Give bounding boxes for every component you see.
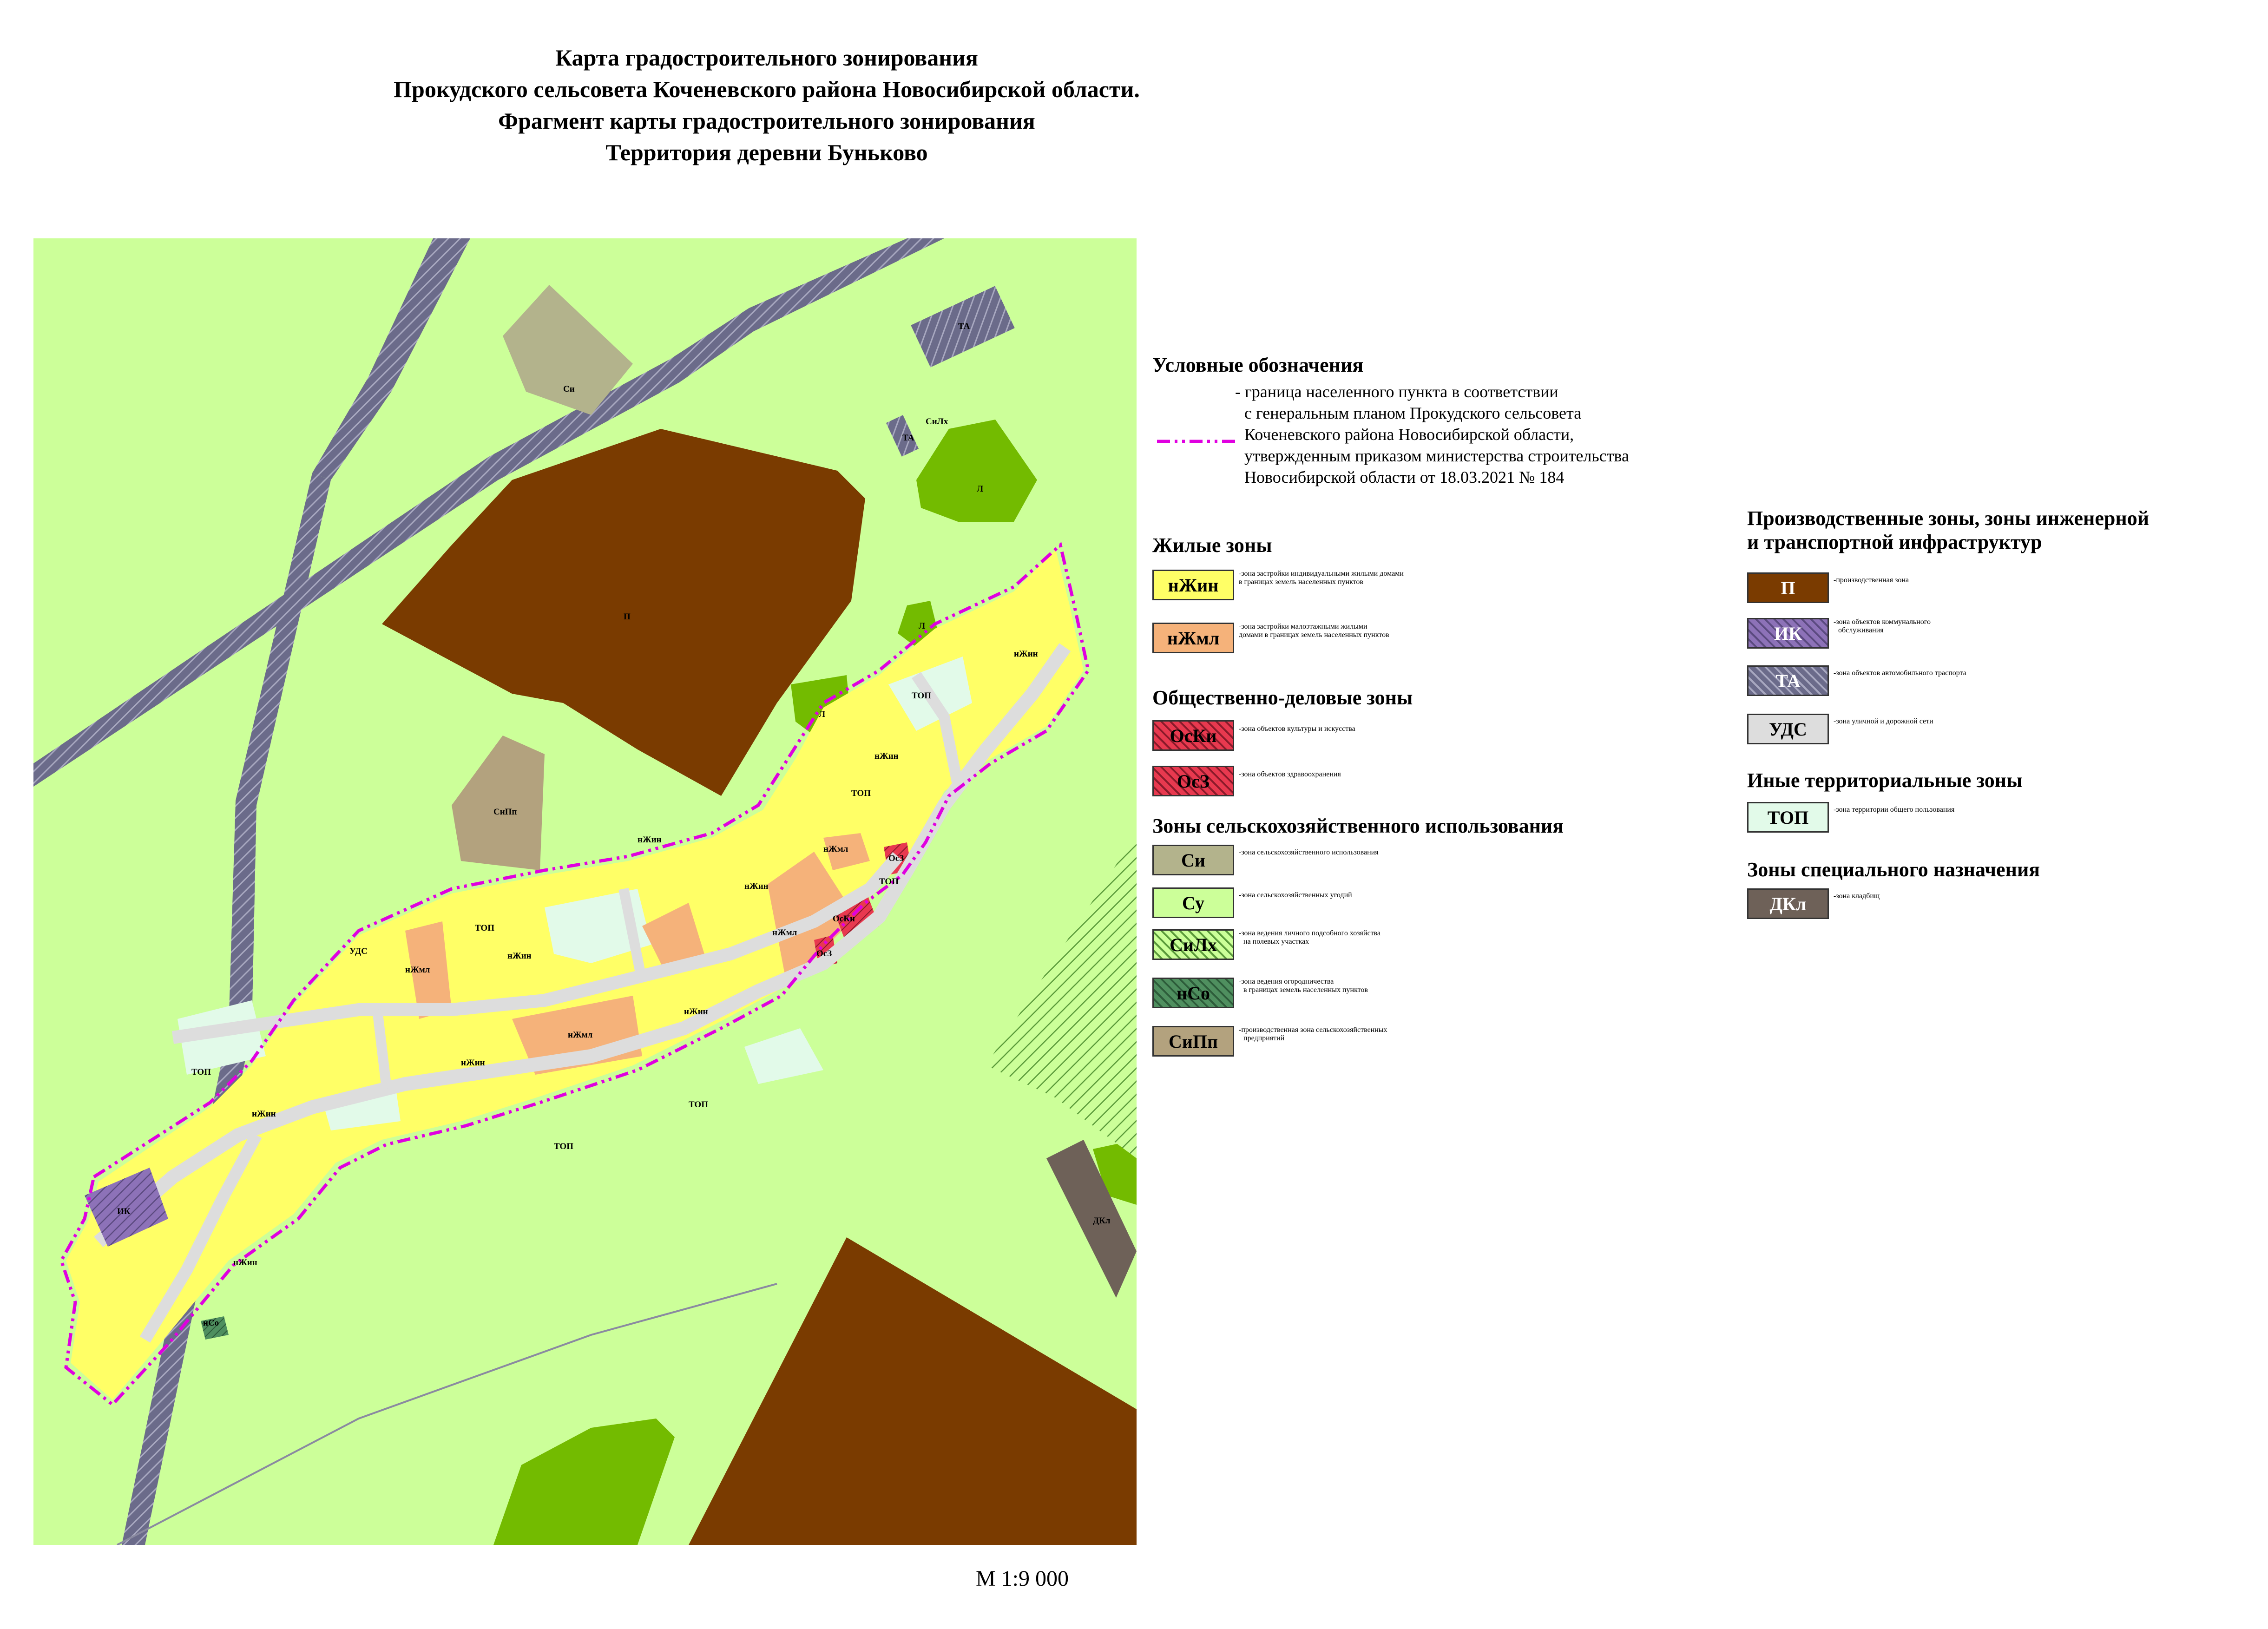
residential-heading: Жилые зоны bbox=[1152, 534, 1272, 557]
boundary-line-2: с генеральным планом Прокудского сельсовета bbox=[1244, 404, 1582, 422]
swatch-sipp: СиПп bbox=[1152, 1026, 1234, 1057]
special-heading: Зоны специального назначения bbox=[1747, 858, 2040, 881]
swatch-silh: СиЛх bbox=[1152, 929, 1234, 960]
swatch-oski: ОсКи bbox=[1152, 720, 1234, 751]
legend-item-silh: СиЛх -зона ведения личного подсобного хозяйства на полевых участках bbox=[1152, 929, 1381, 960]
boundary-line-5: Новосибирской области от 18.03.2021 № 184 bbox=[1244, 468, 1565, 486]
label-ik: ИК bbox=[117, 1207, 131, 1216]
label-nzhin-6: нЖин bbox=[507, 951, 532, 961]
legend-item-osz: ОсЗ -зона объектов здравоохранения bbox=[1152, 766, 1341, 796]
label-nzhin-8: нЖин bbox=[684, 1007, 708, 1017]
label-nzhml-3: нЖмл bbox=[772, 928, 797, 938]
legend-item-top: ТОП -зона территории общего пользования bbox=[1747, 802, 1954, 833]
label-uds: УДС bbox=[349, 946, 368, 956]
label-top-7: ТОП bbox=[554, 1142, 573, 1151]
boundary-line-icon bbox=[1152, 381, 1241, 465]
map-title bbox=[0, 42, 1533, 168]
label-nzhml-2: нЖмл bbox=[568, 1030, 593, 1040]
title-line-2: Прокудского сельсовета Коченевского района Новосибирской области. bbox=[394, 76, 1140, 102]
label-nzhin-1: нЖин bbox=[252, 1109, 276, 1119]
label-top-3: ТОП bbox=[191, 1067, 211, 1077]
legend-item-nzhin: нЖин -зона застройки индивидуальными жилыми домами в границах земель населенных пунктов bbox=[1152, 570, 1404, 600]
legend-item-si: Си -зона сельскохозяйственного использования bbox=[1152, 845, 1379, 875]
industrial-heading: Производственные зоны, зоны инженерной и транспортной инфраструктур bbox=[1747, 507, 2150, 553]
title-line-1: Карта градостроительного зонирования bbox=[555, 45, 978, 71]
label-nzhin-3: нЖин bbox=[744, 881, 769, 891]
swatch-p: П bbox=[1747, 572, 1829, 603]
legend-item-oski: ОсКи -зона объектов культуры и искусства bbox=[1152, 720, 1355, 751]
label-nzhin-4: нЖин bbox=[874, 751, 899, 761]
boundary-line-3: Коченевского района Новосибирской области, bbox=[1244, 425, 1574, 444]
label-nzhin-7: нЖин bbox=[233, 1258, 257, 1268]
label-nzhin-5: нЖин bbox=[1014, 649, 1038, 659]
label-p: П bbox=[624, 612, 631, 622]
public-heading: Общественно-деловые зоны bbox=[1152, 686, 1413, 709]
label-nzhml-1: нЖмл bbox=[405, 965, 430, 975]
label-silh: СиЛх bbox=[926, 417, 948, 427]
label-top-5: ТОП bbox=[879, 877, 899, 887]
swatch-top: ТОП bbox=[1747, 802, 1829, 833]
label-ta-1: ТА bbox=[958, 322, 970, 331]
boundary-line-4: утвержденным приказом министерства строительства bbox=[1244, 447, 1629, 465]
swatch-uds: УДС bbox=[1747, 714, 1829, 744]
label-oski: ОсКи bbox=[833, 914, 855, 924]
label-top-6: ТОП bbox=[689, 1100, 708, 1110]
legend-item-uds: УДС -зона уличной и дорожной сети bbox=[1747, 714, 1933, 744]
legend-item-dkl: ДКл -зона кладбищ bbox=[1747, 888, 1880, 919]
legend-item-nzhml: нЖмл -зона застройки малоэтажными жилыми домами в границах земель населенных пунктов bbox=[1152, 623, 1389, 653]
label-sipp: СиПп bbox=[493, 807, 517, 817]
other-heading: Иные территориальные зоны bbox=[1747, 769, 2023, 792]
swatch-nzhml: нЖмл bbox=[1152, 623, 1234, 653]
label-top-2: ТОП bbox=[912, 691, 931, 701]
zoning-map bbox=[33, 238, 1137, 1545]
swatch-nso: нСо bbox=[1152, 978, 1234, 1008]
swatch-dkl: ДКл bbox=[1747, 888, 1829, 919]
label-nso: нСо bbox=[203, 1318, 219, 1328]
legend-item-su: Су -зона сельскохозяйственных угодий bbox=[1152, 887, 1352, 918]
title-line-3: Фрагмент карты градостроительного зонирования bbox=[498, 108, 1035, 134]
legend-item-p: П -производственная зона bbox=[1747, 572, 1909, 603]
swatch-ta: ТА bbox=[1747, 665, 1829, 696]
label-nzhin-2: нЖин bbox=[461, 1058, 485, 1068]
legend-item-ta: ТА -зона объектов автомобильного траспорта bbox=[1747, 665, 1966, 696]
map-scale: М 1:9 000 bbox=[976, 1566, 1069, 1591]
swatch-si: Си bbox=[1152, 845, 1234, 875]
swatch-su: Су bbox=[1152, 887, 1234, 918]
boundary-line-1: - граница населенного пункта в соответствии bbox=[1235, 382, 1558, 401]
label-l-2: Л bbox=[919, 621, 926, 631]
label-l-1: Л bbox=[977, 484, 984, 494]
swatch-osz: ОсЗ bbox=[1152, 766, 1234, 796]
legend-item-sipp: СиПп -производственная зона сельскохозяйственных предприятий bbox=[1152, 1026, 1387, 1057]
agri-heading: Зоны сельскохозяйственного использования bbox=[1152, 814, 1564, 837]
label-osz-2: ОсЗ bbox=[816, 949, 832, 959]
label-nzhml-4: нЖмл bbox=[823, 844, 848, 854]
label-nzhin-9: нЖин bbox=[638, 835, 662, 845]
swatch-nzhin: нЖин bbox=[1152, 570, 1234, 600]
label-ta-2: ТА bbox=[902, 433, 914, 443]
legend-item-nso: нСо -зона ведения огородничества в границах земель населенных пунктов bbox=[1152, 978, 1368, 1008]
swatch-ik: ИК bbox=[1747, 618, 1829, 649]
label-dkl: ДКл bbox=[1093, 1216, 1111, 1226]
legend-boundary bbox=[1152, 381, 1629, 488]
label-top-1: ТОП bbox=[475, 923, 494, 933]
legend-item-ik: ИК -зона объектов коммунального обслуживания bbox=[1747, 618, 1931, 649]
legend-heading: Условные обозначения bbox=[1152, 354, 1364, 376]
title-line-4: Территория деревни Буньково bbox=[605, 139, 928, 165]
label-l-3: Л bbox=[819, 709, 826, 719]
label-osz-1: ОсЗ bbox=[888, 854, 904, 863]
label-si: Си bbox=[563, 384, 575, 394]
label-top-4: ТОП bbox=[851, 788, 871, 798]
